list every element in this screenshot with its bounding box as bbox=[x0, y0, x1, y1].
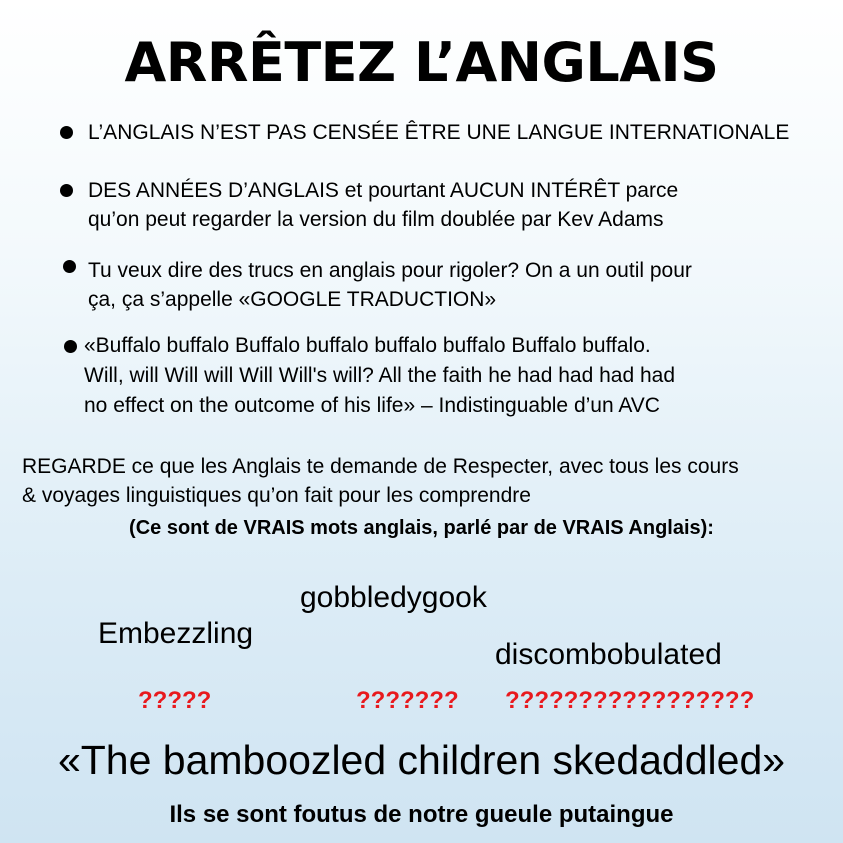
bullet-text: L’ANGLAIS N’EST PAS CENSÉE ÊTRE UNE LANGUE INTERNATIONALE bbox=[88, 121, 790, 144]
bullet-dot-icon bbox=[63, 260, 76, 273]
word-gobbledygook: gobbledygook bbox=[300, 581, 487, 614]
question-marks: ????????????????? bbox=[505, 687, 755, 714]
question-marks: ??????? bbox=[356, 687, 459, 714]
bullet-text: Tu veux dire des trucs en anglais pour rigoler? On a un outil pour ça, ça s’appelle «GOOGLE TRADUCTION» bbox=[88, 259, 692, 311]
real-words-note: (Ce sont de VRAIS mots anglais, parlé par de VRAIS Anglais): bbox=[129, 517, 714, 539]
word-discombobulated: discombobulated bbox=[495, 638, 722, 671]
bullet-text: DES ANNÉES D’ANGLAIS et pourtant AUCUN INTÉRÊT parce qu’on peut regarder la version du film doublée par Kev Adams bbox=[88, 179, 679, 231]
bullet-text: «Buffalo buffalo Buffalo buffalo buffalo buffalo Buffalo buffalo. Will, will Will will Will Will's will? All the faith he had had had had no effect on the outcome of his life» – Indistinguable d’un AVC bbox=[84, 334, 676, 417]
bullet-dot-icon bbox=[64, 340, 77, 353]
page-title: ARRÊTEZ L’ANGLAIS bbox=[124, 31, 719, 94]
question-marks: ????? bbox=[138, 687, 212, 714]
footer-caption: Ils se sont foutus de notre gueule putaingue bbox=[169, 801, 674, 828]
bullet-dot-icon bbox=[60, 184, 73, 197]
featured-quote: «The bamboozled children skedaddled» bbox=[57, 737, 786, 783]
regarde-paragraph: REGARDE ce que les Anglais te demande de Respecter, avec tous les cours & voyages linguistiques qu’on fait pour les comprendre bbox=[22, 455, 739, 507]
bullet-dot-icon bbox=[60, 126, 73, 139]
word-embezzling: Embezzling bbox=[98, 617, 254, 650]
